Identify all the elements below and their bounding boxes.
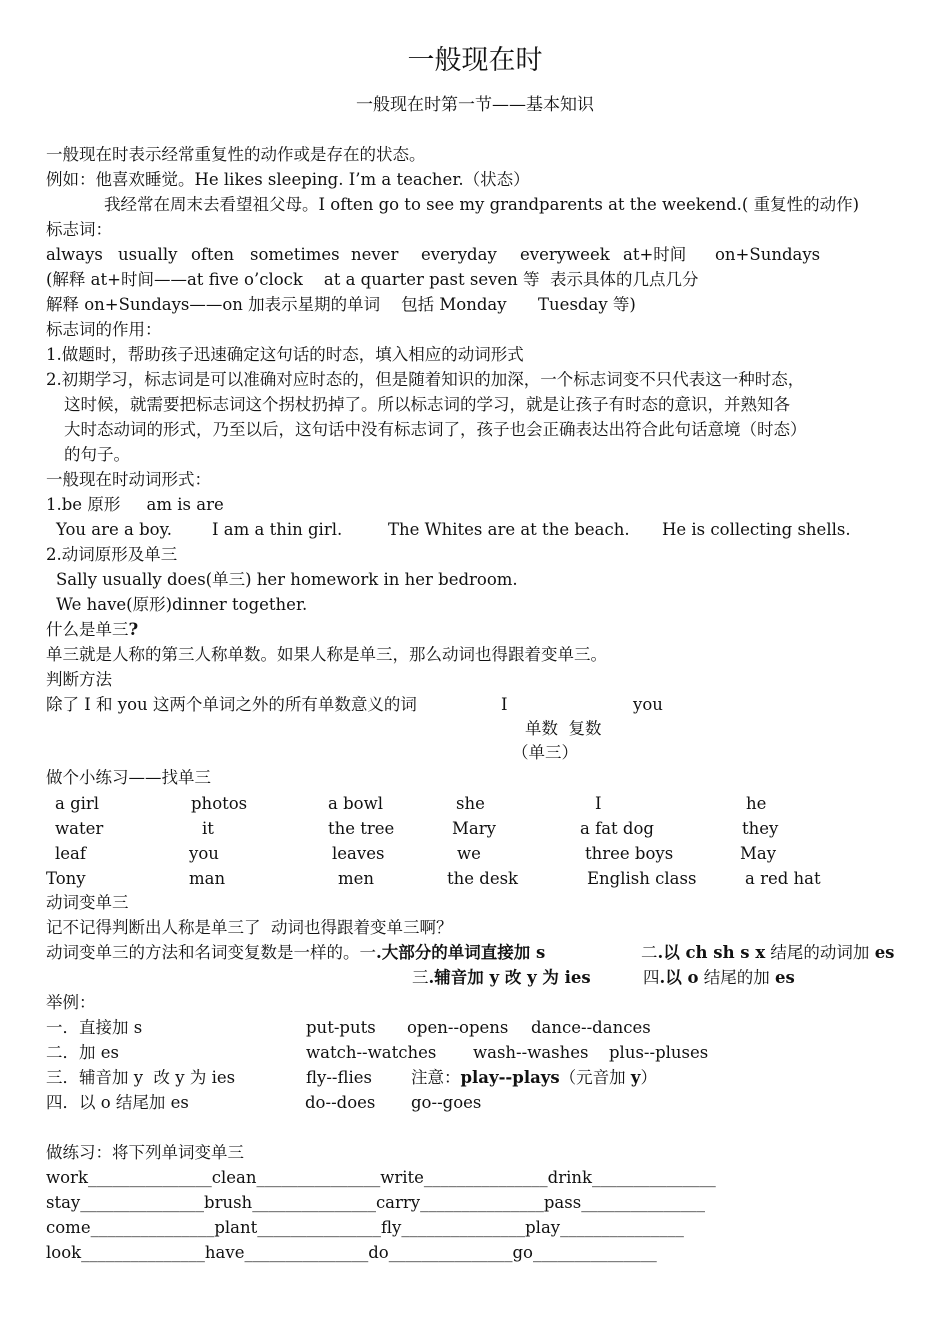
- base-example-1: Sally usually does(单三) her homework in her bedroom.: [56, 570, 518, 589]
- explain-line-2: 解释 on+Sundays——on 加表示星期的单词 包括 Monday Tuesday 等): [46, 295, 636, 314]
- rule-4: [643, 967, 795, 989]
- exercise-word: she: [456, 794, 485, 813]
- rule-2-es: es: [874, 943, 895, 962]
- answer-blank[interactable]: _______________: [420, 1193, 544, 1212]
- judge-third: （单三）: [512, 743, 578, 762]
- markers-heading: 标志词：: [46, 220, 112, 239]
- example-item: go--goes: [411, 1093, 482, 1112]
- exercise-word: a fat dog: [580, 819, 654, 838]
- exercise-word: a bowl: [328, 794, 383, 813]
- exercise-heading: 做个小练习——找单三: [46, 768, 211, 787]
- exercise-word: May: [740, 844, 777, 863]
- be-heading: 1.be 原形 am is are: [46, 495, 224, 514]
- practice-word: stay: [46, 1193, 81, 1212]
- answer-blank[interactable]: _______________: [592, 1168, 716, 1187]
- note-paren: （元音加: [559, 1068, 631, 1087]
- example-line-2: 我经常在周末去看望祖父母。I often go to see my grandparents at the weekend.( 重复性的动作): [104, 195, 860, 214]
- verb-change-heading: 动词变单三: [46, 893, 129, 912]
- base-example-2: We have(原形)dinner together.: [56, 595, 308, 614]
- rule-2-tail: 结尾的动词加: [765, 943, 875, 962]
- note-bold: play--plays: [460, 1068, 560, 1087]
- example-item: plus--pluses: [609, 1043, 709, 1062]
- example-line-1: 例如：他喜欢睡觉。He likes sleeping. I’m a teacher.（状态）: [46, 170, 530, 189]
- exercise-word: it: [202, 819, 214, 838]
- practice-word: drink: [547, 1168, 592, 1187]
- practice-word: play: [525, 1218, 561, 1237]
- note-label: 注意：: [411, 1068, 461, 1087]
- example-label: 一．直接加 s: [46, 1018, 143, 1037]
- role-item-2-line: 这时候，就需要把标志词这个拐杖扔掉了。所以标志词的学习，就是让孩子有时态的意识，并熟知各: [64, 395, 790, 414]
- exercise-word: you: [189, 844, 219, 863]
- marker-word: everyweek: [520, 245, 610, 264]
- marker-word: often: [191, 245, 235, 264]
- example-item: dance--dances: [531, 1018, 651, 1037]
- marker-word: at+时间: [623, 245, 687, 264]
- exercise-word: water: [55, 819, 104, 838]
- exercise-word: Tony: [46, 869, 86, 888]
- exercise-word: Mary: [452, 819, 496, 838]
- rule-4-num: 四: [643, 968, 660, 987]
- exercise-word: the tree: [328, 819, 395, 838]
- rule-3-bold: .辅音加 y 改 y 为 ies: [428, 968, 591, 987]
- exercise-word: man: [189, 869, 226, 888]
- exercise-word: three boys: [585, 844, 674, 863]
- practice-word: clean: [211, 1168, 257, 1187]
- marker-word: never: [351, 245, 399, 264]
- example-item: watch--watches: [306, 1043, 437, 1062]
- answer-blank[interactable]: _______________: [423, 1168, 548, 1187]
- marker-word: usually: [118, 245, 178, 264]
- rule-4-es: es: [775, 968, 795, 987]
- practice-row: [46, 1167, 716, 1189]
- page-subtitle: 一般现在时第一节——基本知识: [356, 95, 594, 115]
- answer-blank[interactable]: _______________: [90, 1218, 215, 1237]
- be-example: I am a thin girl.: [212, 520, 343, 539]
- exercise-word: they: [742, 819, 779, 838]
- practice-word: come: [46, 1218, 91, 1237]
- verb-forms-heading: 一般现在时动词形式：: [46, 470, 211, 489]
- practice-row: [46, 1192, 705, 1214]
- be-example: You are a boy.: [56, 520, 172, 539]
- answer-blank[interactable]: _______________: [257, 1218, 382, 1237]
- practice-word: carry: [375, 1193, 421, 1212]
- answer-blank[interactable]: _______________: [87, 1168, 212, 1187]
- judge-sing-plural: 单数 复数: [525, 719, 602, 738]
- exercise-word: we: [457, 844, 481, 863]
- practice-word: look: [46, 1243, 82, 1262]
- practice-row: [46, 1217, 684, 1239]
- rule-line-1: [46, 942, 545, 964]
- judge-heading: 判断方法: [46, 670, 112, 689]
- practice-heading: 做练习：将下列单词变单三: [46, 1143, 244, 1162]
- be-example: The Whites are at the beach.: [388, 520, 630, 539]
- practice-word: have: [204, 1243, 245, 1262]
- answer-blank[interactable]: _______________: [80, 1193, 205, 1212]
- judge-body: 除了 I 和 you 这两个单词之外的所有单数意义的词: [46, 695, 417, 714]
- answer-blank[interactable]: _______________: [581, 1193, 705, 1212]
- practice-word: fly: [381, 1218, 402, 1237]
- rule-3: [412, 967, 591, 989]
- example-label: 三．辅音加 y 改 y 为 ies: [46, 1068, 236, 1087]
- marker-word: always: [46, 245, 103, 264]
- answer-blank[interactable]: _______________: [388, 1243, 513, 1262]
- practice-word: do: [368, 1243, 389, 1262]
- what-heading-q: ?: [128, 620, 139, 639]
- exercise-word: English class: [587, 869, 697, 888]
- answer-blank[interactable]: _______________: [244, 1243, 369, 1262]
- example-item: wash--washes: [473, 1043, 589, 1062]
- example-item: do--does: [305, 1093, 376, 1112]
- practice-word: work: [46, 1168, 88, 1187]
- answer-blank[interactable]: _______________: [81, 1243, 205, 1262]
- practice-row: [46, 1242, 657, 1264]
- exercise-word: a girl: [55, 794, 100, 813]
- rule-1: .大部分的单词直接加 s: [376, 943, 546, 962]
- judge-I: I: [501, 695, 508, 714]
- page-title: 一般现在时: [407, 45, 543, 76]
- rule-4-tail: 结尾的加: [698, 968, 775, 987]
- answer-blank[interactable]: _______________: [560, 1218, 684, 1237]
- exercise-word: men: [338, 869, 375, 888]
- practice-word: brush: [204, 1193, 253, 1212]
- rule-4-bold: .以 o: [659, 968, 699, 987]
- remember-text: 记不记得判断出人称是单三了 动词也得跟着变单三啊？: [46, 918, 453, 937]
- role-item-2-line: 大时态动词的形式，乃至以后，这句话中没有标志词了，孩子也会正确表达出符合此句话意境（时态）: [64, 420, 807, 439]
- rule-3-num: 三: [412, 968, 429, 987]
- what-heading-text: 什么是单三: [46, 620, 129, 639]
- marker-word: sometimes: [250, 245, 340, 264]
- judge-you: you: [633, 695, 663, 714]
- what-body: 单三就是人称的第三人称单数。如果人称是单三，那么动词也得跟着变单三。: [46, 645, 607, 664]
- base-heading: 2.动词原形及单三: [46, 545, 178, 564]
- example-label: 二．加 es: [46, 1043, 119, 1062]
- answer-blank[interactable]: _______________: [401, 1218, 526, 1237]
- rule-intro: 动词变单三的方法和名词变复数是一样的。一: [46, 943, 376, 962]
- what-heading: [46, 619, 138, 641]
- intro-text: 一般现在时表示经常重复性的动作或是存在的状态。: [46, 145, 426, 164]
- exercise-word: photos: [191, 794, 248, 813]
- rule-2-bold: .以 ch sh s x: [657, 943, 766, 962]
- examples-heading: 举例：: [46, 993, 96, 1012]
- answer-blank[interactable]: _______________: [256, 1168, 381, 1187]
- note-y: y: [630, 1068, 641, 1087]
- exercise-word: a red hat: [745, 869, 821, 888]
- practice-word: go: [512, 1243, 533, 1262]
- marker-word: everyday: [421, 245, 497, 264]
- exercise-word: the desk: [447, 869, 519, 888]
- rule-2-num: 二: [641, 943, 658, 962]
- be-example: He is collecting shells.: [662, 520, 851, 539]
- answer-blank[interactable]: _______________: [532, 1243, 657, 1262]
- marker-word: on+Sundays: [715, 245, 821, 264]
- rule-2: [641, 942, 894, 964]
- role-item-2-line: 的句子。: [64, 445, 130, 464]
- explain-line-1: (解释 at+时间——at five o’clock at a quarter past seven 等 表示具体的几点几分: [46, 270, 699, 289]
- exercise-word: he: [746, 794, 767, 813]
- answer-blank[interactable]: _______________: [252, 1193, 376, 1212]
- exercise-word: I: [595, 794, 602, 813]
- practice-word: write: [380, 1168, 424, 1187]
- example-item: fly--flies: [306, 1068, 372, 1087]
- example-note: [411, 1067, 657, 1089]
- example-item: put-puts: [306, 1018, 376, 1037]
- role-item-1: 1.做题时，帮助孩子迅速确定这句话的时态，填入相应的动词形式: [46, 345, 524, 364]
- practice-word: pass: [543, 1193, 582, 1212]
- practice-word: plant: [214, 1218, 258, 1237]
- marker-role-heading: 标志词的作用：: [46, 320, 162, 339]
- role-item-2-line: 2.初期学习，标志词是可以准确对应时态的，但是随着知识的加深，一个标志词变不只代表这一种时态，: [46, 370, 805, 389]
- example-label: 四．以 o 结尾加 es: [46, 1093, 189, 1112]
- exercise-word: leaf: [55, 844, 86, 863]
- exercise-word: leaves: [332, 844, 385, 863]
- note-close: ）: [640, 1068, 657, 1087]
- example-item: open--opens: [407, 1018, 509, 1037]
